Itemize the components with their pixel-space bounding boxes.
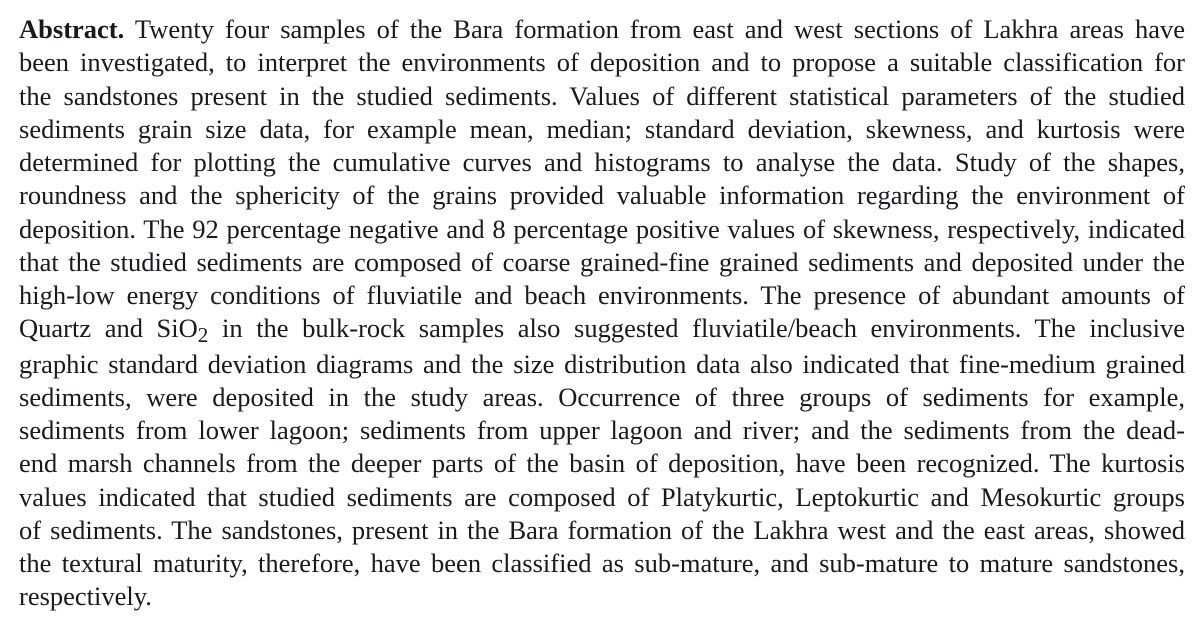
abstract-line xyxy=(19,146,1185,179)
abstract-line xyxy=(19,580,1185,613)
text-run: sediments, were deposited in the study areas. Occurrence of three groups of sediments for example, xyxy=(19,381,1185,412)
abstract-line xyxy=(19,348,1185,381)
abstract-line xyxy=(19,414,1185,447)
text-run: determined for plotting the cumulative curves and histograms to analyse the data. Study of the shapes, xyxy=(19,147,1185,177)
text-run: that the studied sediments are composed of coarse grained-fine grained sediments and deposited under the xyxy=(19,246,1185,277)
abstract-line xyxy=(19,80,1185,113)
text-run: end marsh channels from the deeper parts of the basin of deposition, have been recognized. The kurtosis xyxy=(19,448,1185,479)
abstract-line xyxy=(19,46,1185,79)
abstract-line xyxy=(19,447,1185,480)
text-run: deposition. The 92 percentage negative and 8 percentage positive values of skewness, respectively, indicated xyxy=(19,213,1185,244)
abstract-line xyxy=(19,179,1185,212)
text-run: the textural maturity, therefore, have been classified as sub-mature, and sub-mature to mature sandstones, xyxy=(19,548,1185,578)
text-run: roundness and the sphericity of the grains provided valuable information regarding the environment of xyxy=(19,180,1185,211)
text-run: Twenty four samples of the Bara formation from east and west sections of Lakhra areas have xyxy=(124,14,1185,44)
text-run: been investigated, to interpret the environments of deposition and to propose a suitable classification for xyxy=(19,47,1185,78)
text-run: the sandstones present in the studied sediments. Values of different statistical parameters of the studied xyxy=(19,80,1185,111)
abstract-line xyxy=(19,113,1185,146)
subscript-text: 2 xyxy=(197,322,209,347)
text-run: in the bulk-rock samples also suggested fluviatile/beach environments. The inclusive xyxy=(208,313,1185,344)
abstract-heading: Abstract. xyxy=(19,14,125,44)
abstract-line xyxy=(19,514,1185,547)
abstract-line xyxy=(19,213,1185,246)
abstract-line xyxy=(19,547,1185,580)
abstract-line xyxy=(19,312,1185,347)
text-run: sediments grain size data, for example mean, median; standard deviation, skewness, and kurtosis were xyxy=(19,113,1185,144)
abstract-line xyxy=(19,481,1185,514)
abstract-line xyxy=(19,381,1185,414)
text-run: sediments from lower lagoon; sediments from upper lagoon and river; and the sediments from the dead- xyxy=(19,415,1185,445)
text-run: of sediments. The sandstones, present in the Bara formation of the Lakhra west and the east areas, showed xyxy=(19,514,1185,545)
abstract-line xyxy=(19,246,1185,279)
abstract-paragraph xyxy=(19,13,1185,614)
text-run: graphic standard deviation diagrams and the size distribution data also indicated that fine-medium grained xyxy=(19,348,1185,379)
text-run: values indicated that studied sediments are composed of Platykurtic, Leptokurtic and Mesokurtic groups xyxy=(19,481,1185,512)
text-run: respectively. xyxy=(19,581,152,612)
text-run: Quartz and SiO xyxy=(19,313,198,344)
text-run: high-low energy conditions of fluviatile and beach environments. The presence of abundant amounts of xyxy=(19,280,1185,310)
abstract-line xyxy=(19,13,1185,46)
abstract-line xyxy=(19,279,1185,312)
